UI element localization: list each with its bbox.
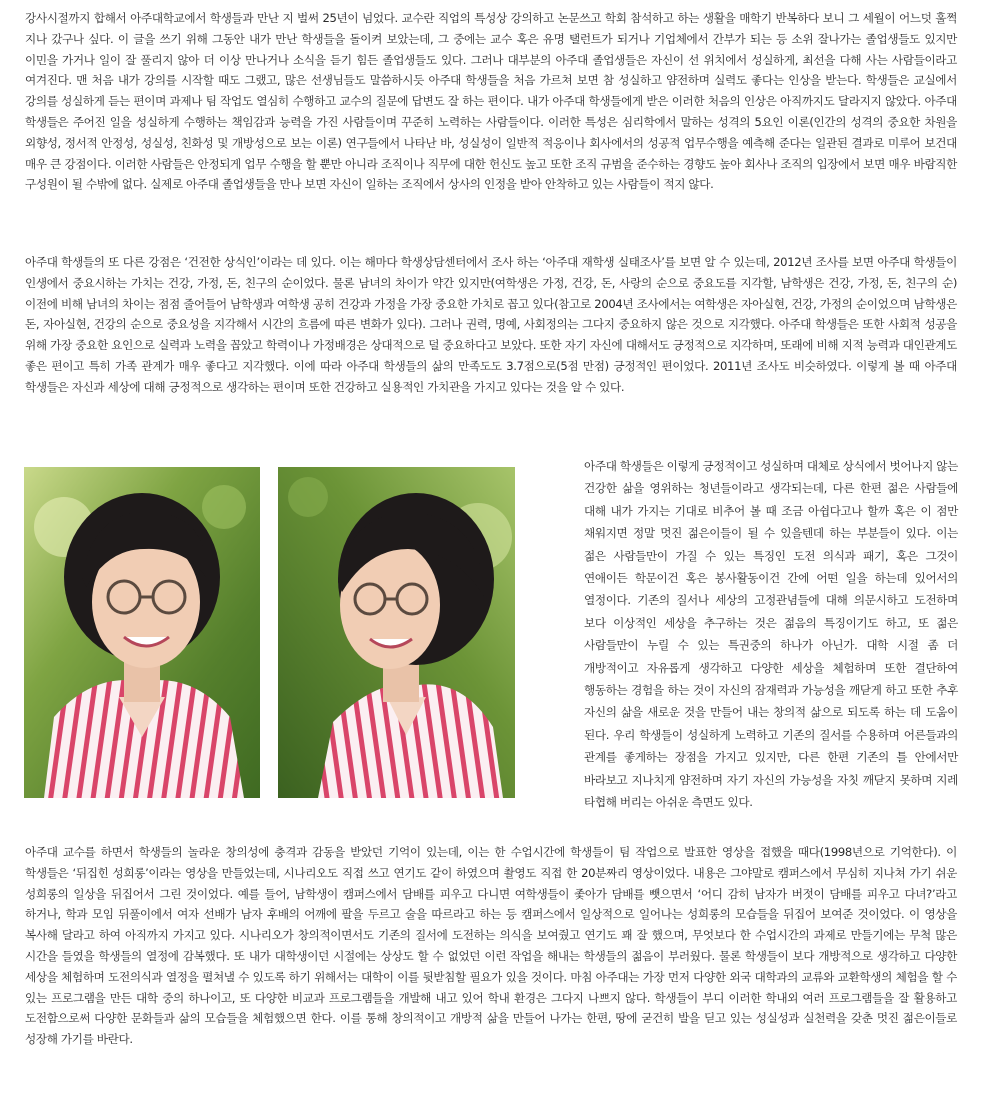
article-paragraph-1: 강사시절까지 합해서 아주대학교에서 학생들과 만난 지 벌써 25년이 넘었다. 교수란 직업의 특성상 강의하고 논문쓰고 학회 참석하고 하는 생활을 매학기 반복하다 보니 그 세월이 어느덧 훌쩍 지나 갔구나 싶다. 이 글을 쓰기 위해 그동안 내가 만난 학생들을 돌이켜 보았는데, 그 중에는 교수 혹은 유명 탤런트가 되거나 기업체에서 간부가 되는 등 소위 잘나가는 졸업생들도 있지만 이민을 가거나 일이 잘 풀리지 않아 더 이상 만나거나 소식을 듣기 힘든 졸업생들도 있다. 그러나 대부분의 아주대 졸업생들은 자신이 선 위치에서 성실하게, 최선을 다해 사는 사람들이라고 여겨진다. 맨 처음 내가 강의를 시작할 때도 그랬고, 많은 선생님들도 말씀하시듯 아주대 학생들을 처음 가르쳐 보면 참 성실하고 얌전하며 실력도 좋다는 인상을 받는다. 학생들은 교실에서 강의를 성실하게 듣는 편이며 과제나 팀 작업도 열심히 수행하고 교수의 질문에 답변도 잘 하는 편이다. 내가 아주대 학생들에게 받은 이러한 처음의 인상은 아직까지도 달라지지 않았다. 아주대 학생들은 주어진 일을 성실하게 수행하는 책임감과 능력을 가진 사람들이며 꾸준히 노력하는 사람들이다. 이러한 특성은 심리학에서 말하는 성격의 5요인 이론(인간의 성격의 중요한 차원을 외향성, 정서적 안정성, 성실성, 친화성 및 개방성으로 보는 이론) 연구들에서 나타난 바, 성실성이 일반적 적응이나 회사에서의 성공적 업무수행을 예측해 준다는 일관된 결과로 미루어 보건대 매우 큰 강점이다. 이러한 사람들은 안정되게 업무 수행을 할 뿐만 아니라 조직이나 직무에 대한 헌신도 높고 또한 조직 규범을 준수하는 경향도 높아 회사나 조직의 입장에서 보면 매우 바람직한 구성원이 될 수밖에 없다. 실제로 아주대 졸업생들을 만나 보면 자신이 일하는 조직에서 상사의 인정을 받아 안착하고 있는 사람들이 적지 않다. [25,11,957,192]
portrait-photo-2 [278,467,515,798]
article-paragraph-2: 아주대 학생들의 또 다른 강점은 ‘건전한 상식인’이라는 데 있다. 이는 해마다 학생상담센터에서 조사 하는 ‘아주대 재학생 실태조사’를 보면 알 수 있는데, 2012년 조사를 보면 아주대 학생들이 인생에서 중요시하는 가치는 건강, 가정, 돈, 친구의 순이었다. 물론 남녀의 차이가 약간 있지만(여학생은 가정, 건강, 돈, 사랑의 순으로 중요도를 지각할, 남학생은 건강, 가정, 돈, 친구의 순) 이전에 비해 남녀의 차이는 점점 줄어들어 남학생과 여학생 공히 건강과 가정을 가장 중요한 가치로 꼽고 있다(참고로 2004년 조사에서는 여학생은 자아실현, 건강, 가정의 순이었으며 남학생은 돈, 자아실현, 건강의 순으로 중요성을 지각해서 시간의 흐름에 따른 변화가 있다). 그러나 권력, 명예, 사회정의는 그다지 중요하지 않은 것으로 지각했다. 아주대 학생들은 또한 사회적 성공을 위해 가장 중요한 요인으로 실력과 노력을 꼽았고 학력이나 가정배경은 상대적으로 덜 중요하다고 보았다. 또한 자기 자신에 대해서도 긍정적으로 지각하며, 또래에 비해 지적 능력과 대인관계도 좋은 편이고 특히 가족 관계가 매우 좋다고 지각했다. 이에 따라 아주대 학생들의 삶의 만족도도 3.7점으로(5점 만점) 긍정적인 편이었다. 2011년 조사도 비슷하였다. 이렇게 볼 때 아주대 학생들은 자신과 세상에 대해 긍정적으로 생각하는 편이며 또한 건강하고 실용적인 가치관을 가지고 있다는 것을 알 수 있다. [25,255,957,394]
portrait-woman-front-icon [24,467,260,798]
article-paragraph-3: 아주대 학생들은 이렇게 긍정적이고 성실하며 대체로 상식에서 벗어나지 않는 건강한 삶을 영위하는 청년들이라고 생각되는데, 다른 한편 젊은 사람들에 대해 내가 가지는 기대로 비추어 볼 때 조금 아쉽다고나 할까 혹은 이 점만 채워지면 정말 멋진 젊은이들이 될 수 있을텐데 하는 부분들이 있다. 이는 젊은 사람들만이 가질 수 있는 특징인 도전 의식과 패기, 혹은 그것이 연애이든 학문이건 혹은 봉사활동이건 간에 어떤 일을 하는데 있어서의 열정이다. 기존의 질서나 세상의 고정관념들에 대해 의문시하고 도전하며 보다 이상적인 세상을 추구하는 것은 젊음의 특징이기도 하고, 또 젊은 사람들만이 누릴 수 있는 특권중의 하나가 아닌가. 대학 시절 좀 더 개방적이고 자유롭게 생각하고 다양한 세상을 체험하며 또한 결단하여 행동하는 경험을 하는 것이 자신의 잠재력과 가능성을 깨닫게 하고 또한 추후 자신의 삶을 새로운 것을 만들어 내는 창의적 삶으로 되도록 하는 데 도움이 된다. 우리 학생들이 성실하게 노력하고 기존의 질서를 수용하며 어른들과의 관계를 좋게하는 장점을 가지고 있지만, 다른 한편 기존의 틀 안에서만 바라보고 지나치게 얌전하며 자기 자신의 가능성을 자칫 깨닫지 못하며 지레 타협해 버리는 아쉬운 측면도 있다. [584,459,958,810]
portrait-woman-side-icon [278,467,515,798]
portrait-photo-1 [24,467,260,798]
article-paragraph-4: 아주대 교수를 하면서 학생들의 놀라운 창의성에 충격과 감동을 받았던 기억이 있는데, 이는 한 수업시간에 학생들이 팀 작업으로 발표한 영상을 접했을 때다(1998년으로 기억한다). 이 학생들은 ‘뒤집힌 성희롱’이라는 영상을 만들었는데, 시나리오도 직접 쓰고 연기도 같이 하였으며 촬영도 직접 한 20분짜리 영상이었다. 내용은 그야말로 캠퍼스에서 무심히 지나쳐 가기 쉬운 성희롱의 일상을 뒤집어서 그린 것이었다. 예를 들어, 남학생이 캠퍼스에서 담배를 피우고 다니면 여학생들이 좇아가 담배를 뺏으면서 ‘어디 감히 남자가 버젓이 담배를 피우고 다녀?’라고 하거나, 학과 모임 뒤풀이에서 여자 선배가 남자 후배의 어깨에 팔을 두르고 술을 따르라고 하는 등 캠퍼스에서 일상적으로 일어나는 성희롱의 모습들을 뒤집어 보여준 것이었다. 이 영상을 복사해 달라고 하여 아직까지 가지고 있다. 시나리오가 창의적이면서도 기존의 질서에 도전하는 의식을 보여줬고 연기도 꽤 잘 했으며, 무엇보다 한 수업시간의 과제로 만들기에는 무척 많은 시간을 들였을 학생들의 열정에 감복했다. 또 내가 대학생이던 시절에는 상상도 할 수 없었던 이런 작업을 해내는 학생들의 젊음이 부러웠다. 물론 학생들이 보다 개방적으로 생각하고 다양한 세상을 체험하며 도전의식과 열정을 펼쳐낼 수 있도록 하기 위해서는 대학이 이를 뒷받침할 필요가 있을 것이다. 마침 아주대는 가장 먼저 다양한 외국 대학과의 교류와 교환학생의 체험을 할 수 있는 프로그램을 만든 대학 중의 하나이고, 또 다양한 비교과 프로그램들을 개발해 내고 있어 학내 환경은 그다지 나쁘지 않다. 학생들이 부디 이러한 학내외 여러 프로그램들을 잘 활용하고 도전함으로써 다양한 문화들과 삶의 모습들을 체험했으면 한다. 이를 통해 창의적이고 개방적 삶을 만들어 나가는 한편, 땅에 굳건히 발을 딛고 있는 성실성과 실천력을 갖춘 멋진 젊은이들로 성장해 가기를 바란다. [25,845,957,1047]
